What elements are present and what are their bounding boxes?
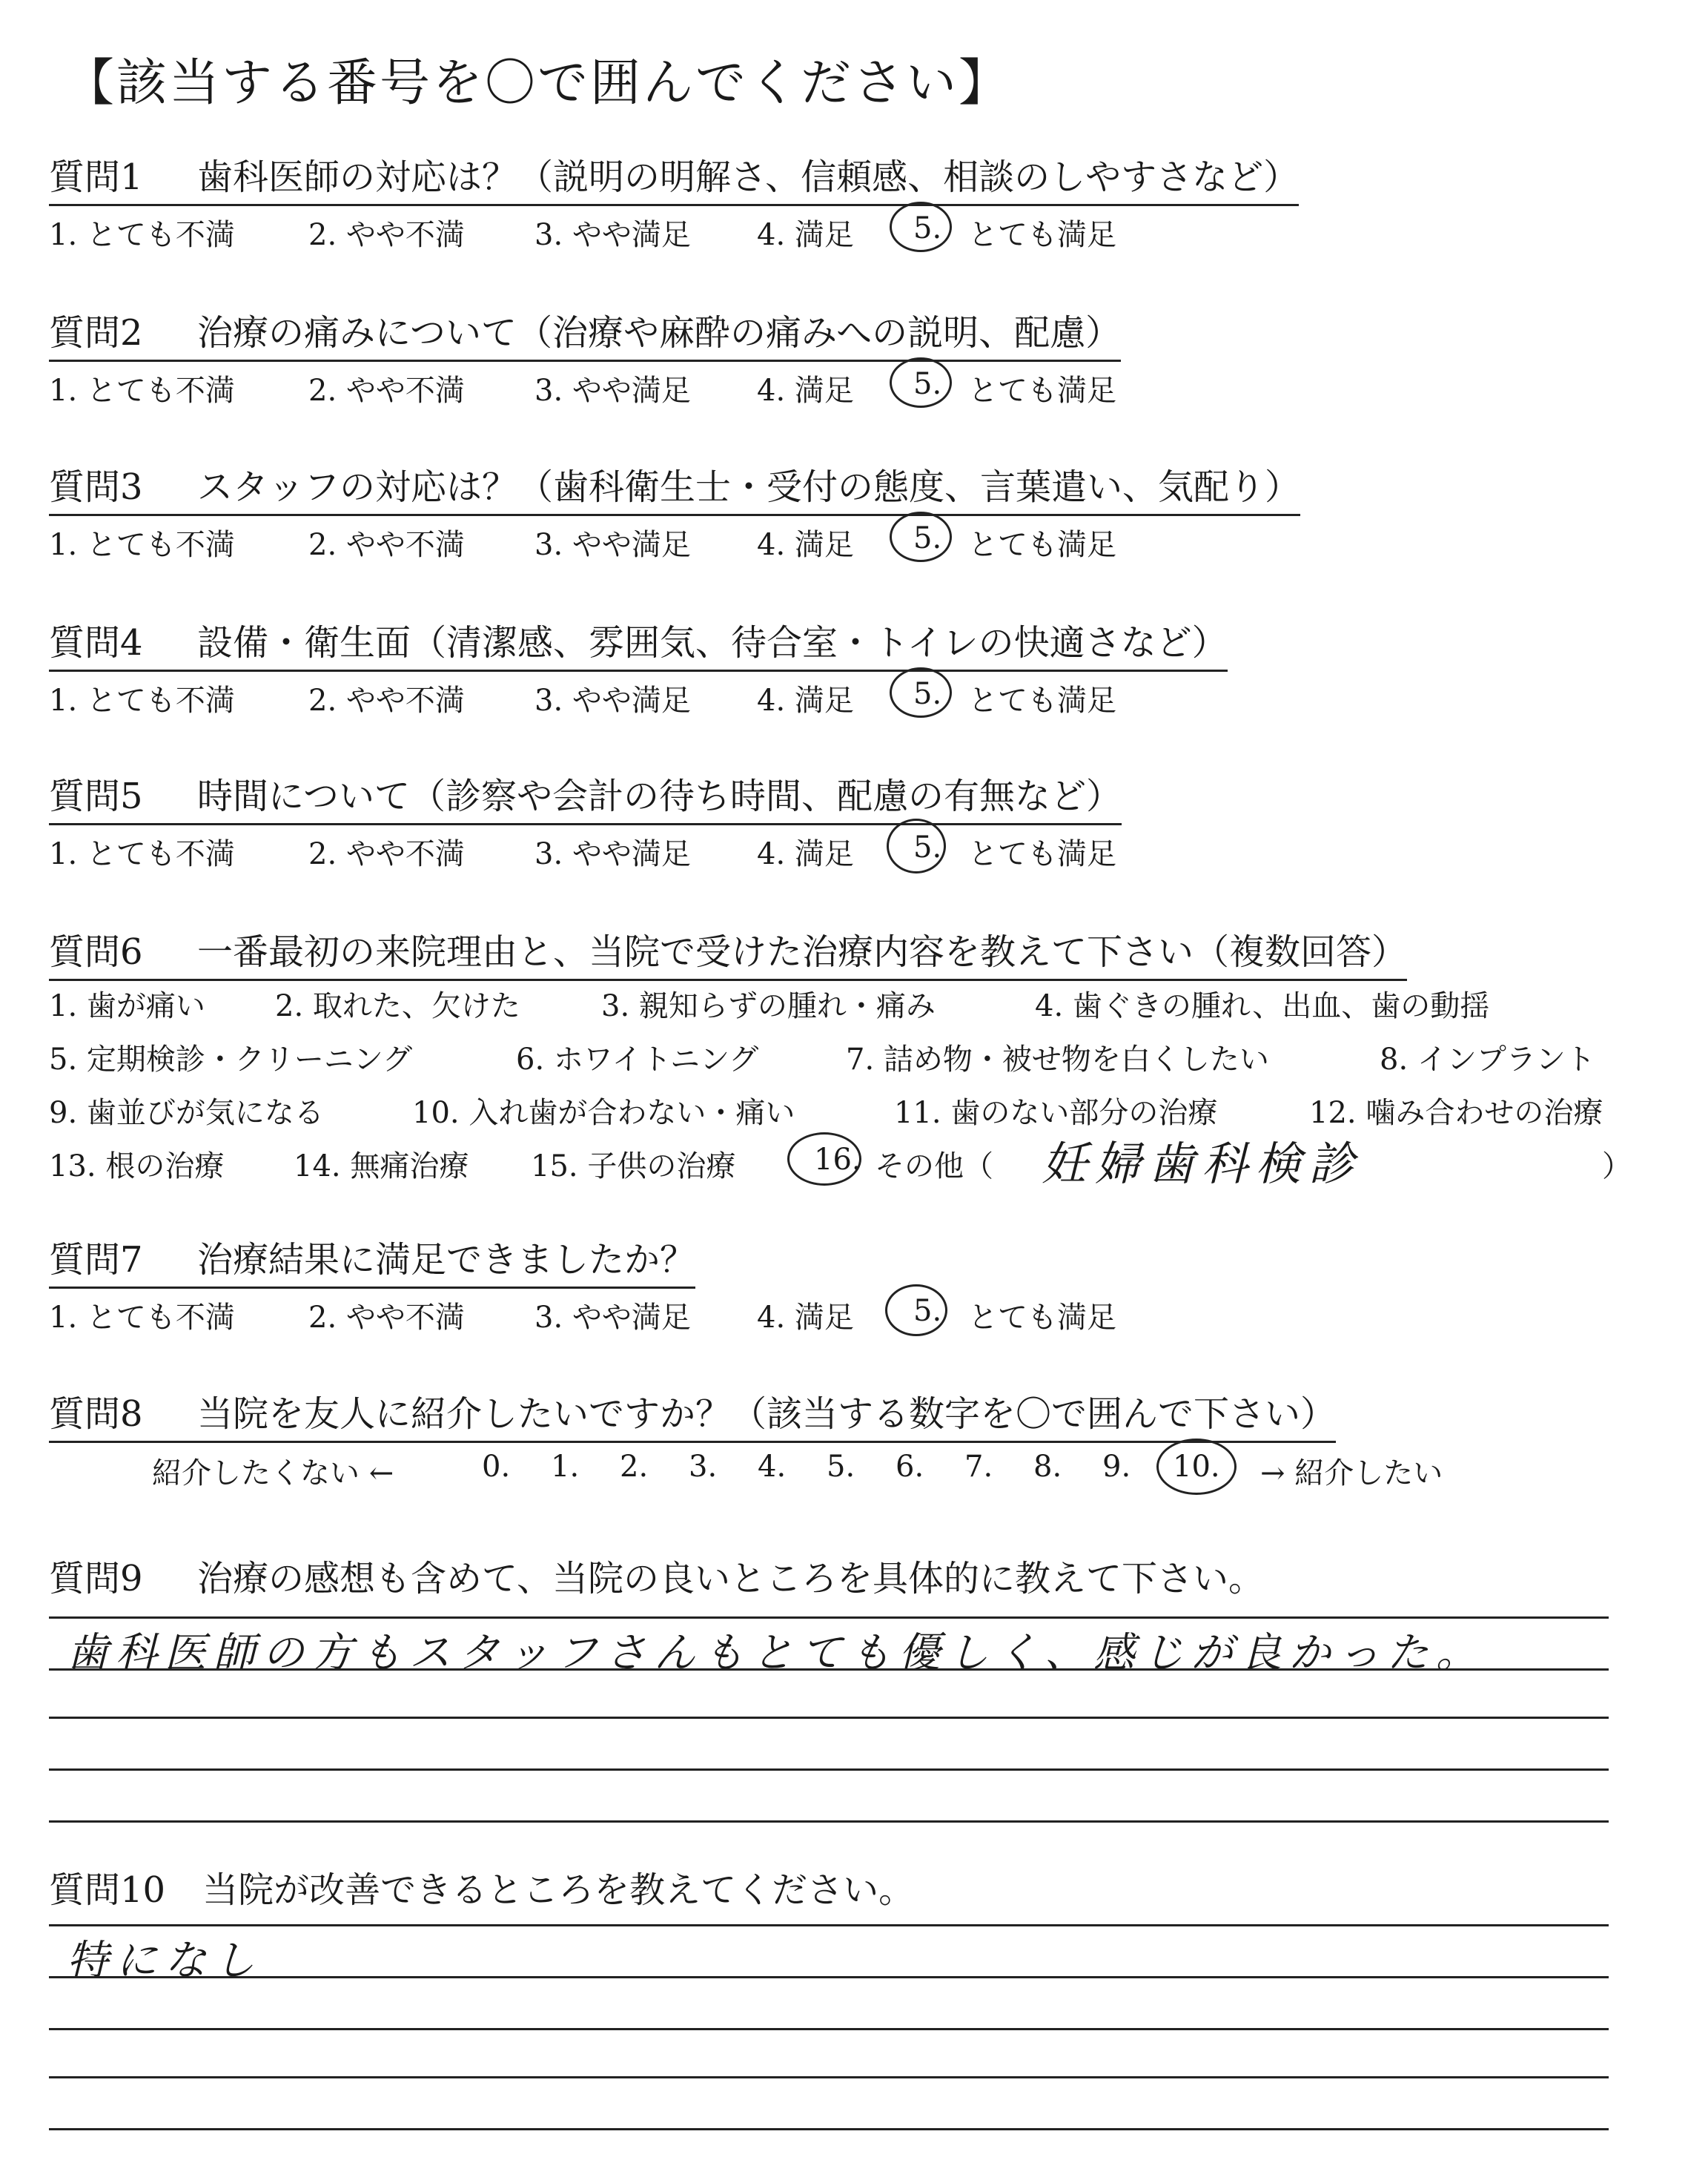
option-15[interactable]: 15. 子供の治療 (531, 1149, 736, 1183)
answer-circle (890, 357, 952, 408)
option-5[interactable]: 5. (913, 1294, 942, 1328)
question-10-heading (49, 1861, 914, 1917)
question-text: 設備・衛生面（清潔感、雰囲気、待合室・トイレの快適さなど） (197, 622, 1228, 664)
scale-5[interactable]: 5. (827, 1450, 855, 1484)
option-2[interactable]: 2. やや不満 (308, 218, 465, 252)
question-number: 質問2 (49, 312, 143, 354)
option-3[interactable]: 3. やや満足 (534, 374, 691, 408)
answer-circle (890, 202, 952, 252)
option-4[interactable]: 4. 満足 (757, 374, 854, 408)
option-1[interactable]: 1. とても不満 (49, 1301, 235, 1335)
option-4[interactable]: 4. 満足 (757, 528, 854, 562)
option-5[interactable]: 5. (913, 521, 942, 555)
option-10[interactable]: 10. 入れ歯が合わない・痛い (412, 1096, 795, 1130)
option-2[interactable]: 2. やや不満 (308, 1301, 465, 1335)
question-3-heading (49, 458, 1300, 516)
other-handwritten-answer[interactable]: 妊婦歯科検診 (1042, 1137, 1363, 1191)
question-text: 当院が改善できるところを教えてください。 (202, 1869, 915, 1911)
answer-line (49, 2076, 1609, 2078)
scale-10[interactable]: 10. (1173, 1450, 1220, 1484)
question-text: スタッフの対応は？（歯科衛生士・受付の態度、言葉遣い、気配り） (197, 466, 1301, 508)
option-5-label: とても満足 (968, 218, 1116, 252)
scale-4[interactable]: 4. (758, 1450, 787, 1484)
question-number: 質問3 (49, 466, 143, 508)
scale-6[interactable]: 6. (896, 1450, 924, 1484)
option-3[interactable]: 3. 親知らずの腫れ・痛み (601, 989, 936, 1023)
question-number: 質問7 (49, 1239, 143, 1281)
question-9-heading (49, 1550, 1264, 1605)
scale-right-label: → 紹介したい (1260, 1456, 1443, 1490)
option-6[interactable]: 6. ホワイトニング (516, 1043, 759, 1077)
scale-left-label: 紹介したくない ← (152, 1456, 394, 1490)
answer-line (49, 1820, 1609, 1823)
option-2[interactable]: 2. やや不満 (308, 837, 465, 871)
answer-circle (1156, 1439, 1237, 1495)
option-3[interactable]: 3. やや満足 (534, 528, 691, 562)
answer-line (49, 2128, 1609, 2130)
question-number: 質問4 (49, 622, 143, 664)
question-text: 治療の感想も含めて、当院の良いところを具体的に教えて下さい。 (197, 1558, 1265, 1599)
answer-line (49, 1768, 1609, 1771)
question-number: 質問9 (49, 1558, 143, 1599)
option-3[interactable]: 3. やや満足 (534, 684, 691, 718)
option-11[interactable]: 11. 歯のない部分の治療 (894, 1096, 1218, 1130)
question-text: 一番最初の来院理由と、当院で受けた治療内容を教えて下さい（複数回答） (197, 931, 1408, 973)
answer-circle (787, 1132, 861, 1186)
question-text: 治療の痛みについて（治療や麻酔の痛みへの説明、配慮） (197, 312, 1122, 354)
option-5-label: とても満足 (968, 1301, 1116, 1335)
option-5[interactable]: 5. (913, 677, 942, 711)
scale-0[interactable]: 0. (482, 1450, 511, 1484)
answer-line (49, 2028, 1609, 2030)
option-5[interactable]: 5. 定期検診・クリーニング (49, 1043, 413, 1077)
option-14[interactable]: 14. 無痛治療 (294, 1149, 469, 1183)
option-5-label: とても満足 (968, 374, 1116, 408)
option-4[interactable]: 4. 満足 (757, 1301, 854, 1335)
option-12[interactable]: 12. 噛み合わせの治療 (1309, 1096, 1603, 1130)
option-5-label: とても満足 (968, 528, 1116, 562)
answer-line (49, 1976, 1609, 1978)
scale-2[interactable]: 2. (620, 1450, 649, 1484)
answer-circle (887, 819, 946, 873)
question-number: 質問1 (49, 156, 143, 198)
q9-handwritten-answer[interactable]: 歯科医師の方もスタッフさんもとても優しく、感じが良かった。 (67, 1629, 1485, 1677)
scale-8[interactable]: 8. (1033, 1450, 1062, 1484)
option-5[interactable]: 5. (913, 830, 942, 865)
option-3[interactable]: 3. やや満足 (534, 837, 691, 871)
option-16[interactable]: 16. (814, 1143, 861, 1177)
option-2[interactable]: 2. やや不満 (308, 684, 465, 718)
question-number: 質問10 (49, 1869, 166, 1911)
option-4[interactable]: 4. 満足 (757, 684, 854, 718)
referral-scale (0, 1450, 1708, 1494)
option-9[interactable]: 9. 歯並びが気になる (49, 1096, 324, 1130)
option-5[interactable]: 5. (913, 211, 942, 245)
option-2[interactable]: 2. 取れた、欠けた (275, 989, 520, 1023)
option-8[interactable]: 8. インプラント (1380, 1043, 1595, 1077)
option-1[interactable]: 1. とても不満 (49, 218, 235, 252)
question-text: 当院を友人に紹介したいですか？（該当する数字を〇で囲んで下さい） (197, 1393, 1337, 1435)
question-number: 質問8 (49, 1393, 143, 1435)
option-other-label: その他（ (875, 1149, 993, 1183)
option-4[interactable]: 4. 満足 (757, 218, 854, 252)
scale-3[interactable]: 3. (689, 1450, 718, 1484)
question-7-heading (49, 1231, 695, 1289)
page-title: 【該当する番号を〇で囲んでください】 (64, 54, 1012, 113)
question-8-heading (49, 1385, 1336, 1443)
option-5-label: とても満足 (968, 837, 1116, 871)
question-number: 質問6 (49, 931, 143, 973)
option-1[interactable]: 1. とても不満 (49, 684, 235, 718)
option-4[interactable]: 4. 満足 (757, 837, 854, 871)
option-1[interactable]: 1. とても不満 (49, 528, 235, 562)
option-5-label: とても満足 (968, 684, 1116, 718)
answer-circle (890, 667, 952, 718)
question-1-heading (49, 148, 1299, 206)
option-1[interactable]: 1. とても不満 (49, 374, 235, 408)
q10-handwritten-answer[interactable]: 特になし (67, 1937, 262, 1985)
question-text: 時間について（診察や会計の待ち時間、配慮の有無など） (197, 776, 1122, 817)
scale-7[interactable]: 7. (964, 1450, 993, 1484)
option-3[interactable]: 3. やや満足 (534, 1301, 691, 1335)
question-6-heading (49, 923, 1407, 981)
option-3[interactable]: 3. やや満足 (534, 218, 691, 252)
option-5[interactable]: 5. (913, 367, 942, 401)
scale-1[interactable]: 1. (551, 1450, 580, 1484)
answer-circle (890, 512, 952, 562)
answer-line (49, 1924, 1609, 1926)
answer-circle (885, 1284, 947, 1336)
option-7[interactable]: 7. 詰め物・被せ物を白くしたい (846, 1043, 1269, 1077)
option-other-close: ） (1602, 1149, 1632, 1183)
question-4-heading (49, 614, 1228, 672)
option-4[interactable]: 4. 歯ぐきの腫れ、出血、歯の動揺 (1035, 989, 1490, 1023)
answer-line (49, 1717, 1609, 1719)
option-1[interactable]: 1. とても不満 (49, 837, 235, 871)
question-text: 歯科医師の対応は？（説明の明解さ、信頼感、相談のしやすさなど） (197, 156, 1300, 198)
question-number: 質問5 (49, 776, 143, 817)
option-1[interactable]: 1. 歯が痛い (49, 989, 205, 1023)
option-2[interactable]: 2. やや不満 (308, 374, 465, 408)
answer-line (49, 1616, 1609, 1619)
option-13[interactable]: 13. 根の治療 (49, 1149, 225, 1183)
option-2[interactable]: 2. やや不満 (308, 528, 465, 562)
question-2-heading (49, 304, 1121, 362)
question-text: 治療結果に満足できましたか？ (197, 1239, 696, 1281)
answer-line (49, 1668, 1609, 1671)
question-5-heading (49, 767, 1122, 825)
scale-9[interactable]: 9. (1102, 1450, 1131, 1484)
